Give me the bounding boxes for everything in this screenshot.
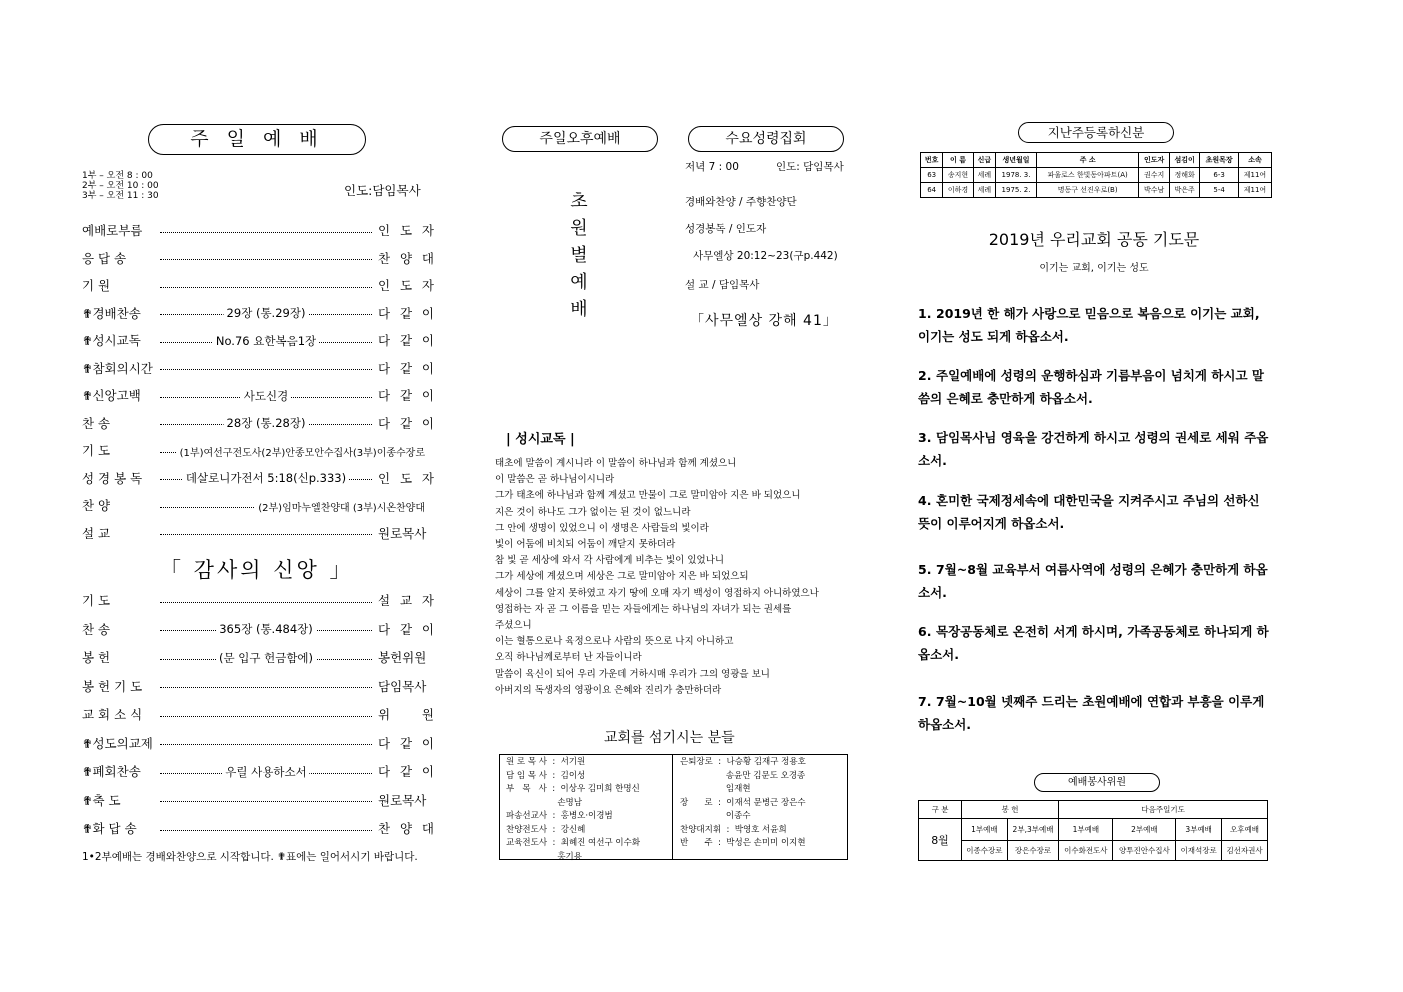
dot-leader [160,232,372,233]
dot-leader [160,650,372,665]
table-cell: 명동구 선진우로(B) [1036,183,1138,198]
svc-subheader: 오후예배 [1222,819,1268,841]
order-item-label: 찬 송 [82,621,111,637]
sermon-title: 「 감사의 신앙 」 [160,558,354,582]
prayer-item [918,690,1270,736]
servant-line: 손명남 [506,797,582,808]
table-cell: 5-4 [1200,183,1239,198]
order-item [82,590,434,610]
order-item-person: 다 같 이 [378,621,434,637]
svc-subheader: 1부예배 [1059,819,1113,841]
prayer-number: 2. [918,368,932,383]
order-item [82,220,434,240]
reading-line: 아버지의 독생자의 영광이요 은혜와 진리가 충만하더라 [495,684,722,696]
new-members-table [920,152,1272,198]
order-item-label: 찬 양 [82,498,111,513]
table-header-cell: 이 름 [943,153,973,168]
new-members-title: 지난주등록하신분 [1018,122,1174,143]
prayer-text: 2019년 한 해가 사랑으로 믿음으로 복음으로 이기는 교회, 이기는 성도 되게 하옵소서. [918,306,1260,344]
prayer-number: 4. [918,493,932,508]
servant-line: 반 주 : 박성은 손미미 이지현 [680,838,806,848]
table-header-cell: 생년월일 [996,153,1037,168]
order-item-label: ✟성시교독 [82,333,141,348]
worship-footer-note: 1•2부예배는 경배와찬양으로 시작합니다. ✟표에는 일어서시기 바랍니다. [82,851,418,863]
servant-line: 송윤만 김문도 오경종 [680,770,806,781]
svc-value: 이종수장로 [962,841,1008,861]
order-item-person: 다 같 이 [378,360,434,376]
worship-leader: 인도:담임목사 [344,183,421,198]
order-item [82,385,434,405]
svc-month: 8월 [919,819,962,861]
table-cell: 제11여 [1238,168,1271,183]
order-item [82,358,434,378]
order-item-detail: 28장 (통.28장) [224,415,309,431]
order-item [82,790,434,810]
svc-header: 봉 헌 [962,801,1059,819]
table-cell: 파울로스 한빛동아파트(A) [1036,168,1138,183]
reading-line: 말씀이 육신이 되어 우리 가운데 거하시매 우리가 그의 영광을 보니 [495,668,770,680]
wednesday-line: 경배와찬양 / 주향찬양단 [685,196,797,208]
order-item [82,495,434,515]
reading-line: 세상이 그를 알지 못하였고 자기 땅에 오매 자기 백성이 영접하지 아니하였으나 [495,587,819,599]
reading-line: 그 안에 생명이 있었으니 이 생명은 사람들의 빛이라 [495,522,709,534]
time-3: 3부 – 오전 11 : 30 [82,191,159,201]
servant-line: 찬양전도사 : 강신혜 [506,824,586,835]
order-item-label: ✟경배찬송 [82,305,141,321]
reading-line: 이는 혈통으로나 육정으로나 사람의 뜻으로 나지 아니하고 [495,636,734,648]
prayer-text: 7월~8월 교육부서 여름사역에 성령의 은혜가 충만하게 하옵소서. [918,562,1268,600]
order-item [82,619,434,639]
dot-leader [160,502,425,514]
vertical-char: 배 [570,299,588,320]
order-item [82,303,434,323]
dot-leader [160,369,372,370]
worship-times [82,171,159,201]
order-item-person: 인 도 자 [378,470,434,486]
vertical-char: 별 [570,245,588,266]
table-header-cell: 섬김이 [1169,153,1199,168]
order-item [82,440,434,460]
dot-leader [160,744,372,745]
order-item-person: 원로목사 [378,792,427,808]
prayer-subtitle: 이기는 교회, 이기는 성도 [1039,263,1149,274]
order-item-label: ✟신앙고백 [82,388,141,403]
table-row [921,183,1272,198]
servant-line: 부 목 사 : 이상우 김미희 한명신 [506,784,640,794]
table-cell: 박은주 [1169,183,1199,198]
dot-leader [160,534,372,535]
order-item-label: 설 교 [82,525,111,541]
table-header-cell: 초원목장 [1200,153,1239,168]
sunday-worship-title: 주 일 예 배 [148,124,366,155]
svc-subheader: 3부예배 [1176,819,1222,841]
order-item-label: 봉 헌 기 도 [82,678,143,694]
reading-line: 그가 세상에 계셨으며 세상은 그로 말미암아 지은 바 되었으되 [495,571,749,583]
table-header-row [921,153,1272,168]
svc-value: 김선자권사 [1222,841,1268,861]
table-cell: 1978. 3. [996,168,1037,183]
dot-leader [160,830,372,831]
order-item-label: 예배로부름 [82,223,143,238]
order-item [82,413,434,433]
order-item-detail: 데살로니가전서 5:18(신p.333) [183,470,349,486]
table-cell: 6-3 [1200,168,1239,183]
prayer-text: 주일예배에 성령의 운행하심과 기름부음이 넘치게 하시고 말씀의 은혜로 충만하게 하옵소서. [918,368,1264,406]
order-item-detail: 사도신경 [241,388,291,404]
order-item-person: 찬 양 대 [378,821,434,836]
table-cell: 제11여 [1238,183,1271,198]
order-item-detail: No.76 요한복음1장 [213,333,319,349]
prayer-text: 목장공동체로 온전히 서게 하시며, 가족공동체로 하나되게 하옵소서. [918,624,1269,662]
reading-line: 참 빛 곧 세상에 와서 각 사람에게 비추는 빛이 있었나니 [495,555,725,567]
reading-line: 빛이 어둠에 비치되 어둠이 깨닫지 못하더라 [495,539,676,550]
servant-line: 원 로 목 사 : 서기원 [506,757,586,767]
table-cell: 64 [921,183,943,198]
order-item-person: 위 원 [378,707,434,722]
wednesday-service-title: 수요성령집회 [688,126,844,152]
reading-line: 오직 하나님께로부터 난 자들이니라 [495,652,642,664]
reading-line: 영접하는 자 곧 그 이름을 믿는 자들에게는 하나님의 자녀가 되는 권세를 [495,603,792,615]
prayer-number: 1. [918,306,932,321]
order-item-person: 설 교 자 [378,593,434,608]
prayer-number: 5. [918,562,932,577]
order-item [82,248,434,268]
dot-leader [160,764,372,779]
order-item [82,275,434,295]
table-cell: 세례 [973,168,995,183]
dot-leader [160,622,372,637]
svc-subheader: 1부예배 [962,819,1008,841]
dot-leader [160,306,372,321]
order-item-label: ✟폐회찬송 [82,764,141,779]
order-item-person: 봉헌위원 [378,650,427,665]
servants-title: 교회를 섬기시는 분들 [604,730,735,746]
table-cell: 정해화 [1169,168,1199,183]
prayer-item [918,302,1270,348]
prayer-item [918,489,1270,535]
svc-value: 장은수장로 [1007,841,1058,861]
order-item-person: 다 같 이 [378,764,434,779]
dot-leader [160,388,372,403]
servants-right [680,756,806,851]
servant-line: 이종수 [680,811,751,821]
dot-leader [160,259,372,260]
order-item-label: 성 경 봉 독 [82,470,143,486]
table-cell: 이하경 [943,183,973,198]
dot-leader [160,471,372,486]
order-item [82,468,434,488]
dot-leader [160,716,372,717]
order-item-label: 기 원 [82,278,111,293]
order-item [82,733,434,753]
order-item-person: 담임목사 [378,678,427,694]
dot-leader [160,287,372,288]
wednesday-line: 설 교 / 담임목사 [685,279,760,291]
servant-line: 은퇴장로 : 나승황 김재구 정용호 [680,757,806,767]
vertical-title [568,188,590,323]
wednesday-leader: 인도: 담임목사 [776,161,844,173]
svc-header: 구 분 [919,801,962,819]
dot-leader [160,416,372,431]
dot-leader [160,687,372,688]
table-row [921,168,1272,183]
order-item-detail: (2부)임마누엘찬양대 (3부)시온찬양대 [255,498,428,513]
order-item-detail: (문 입구 헌금함에) [216,650,316,666]
table-header-cell: 인도자 [1139,153,1169,168]
order-item [82,818,434,838]
svc-value: 이재석장로 [1176,841,1222,861]
table-cell: 송지현 [943,168,973,183]
prayer-text: 혼미한 국제정세속에 대한민국을 지켜주시고 주님의 선하신 뜻이 이루어지게 하옵소서. [918,493,1260,531]
servant-line: 홍기용 [506,851,582,862]
order-item [82,704,434,724]
order-item [82,523,434,543]
vertical-char: 예 [570,272,588,293]
order-item-detail: (1부)여선구전도사(2부)안종모안수집사(3부)이종수장로 [177,443,428,458]
svc-value: 양투진안수집사 [1113,841,1176,861]
servants-box [499,754,848,860]
servant-line: 파송선교사 : 홍병오·이경범 [506,811,613,821]
order-item-person: 다 같 이 [378,388,434,403]
prayer-number: 3. [918,430,932,445]
order-item [82,676,434,696]
table-header-cell: 주 소 [1036,153,1138,168]
prayer-item [918,364,1270,410]
servant-line: 임재현 [680,784,751,794]
reading-line: 태초에 말씀이 계시니라 이 말씀이 하나님과 함께 계셨으니 [495,458,737,469]
table-header-cell: 소속 [1238,153,1271,168]
wednesday-time: 저녁 7 : 00 [685,161,739,173]
order-item-label: 기 도 [82,443,111,458]
order-item-label: ✟성도의교제 [82,735,153,751]
svc-value: 이수화전도사 [1059,841,1113,861]
order-item-label: ✟축 도 [82,792,121,808]
responsive-reading-title: | 성시교독 | [506,432,575,447]
dot-leader [160,801,372,802]
order-item [82,330,434,350]
afternoon-worship-title: 주일오후예배 [502,126,658,152]
order-item [82,761,434,781]
order-item-label: 응 답 송 [82,250,127,266]
order-item-detail: 365장 (통.484장) [216,621,316,637]
servant-line: 교육전도사 : 최혜진 여선구 이수화 [506,838,641,848]
servant-line: 찬양대지휘 : 박영호 서윤희 [680,824,787,835]
order-item-label: 봉 헌 [82,650,111,665]
servants-left [506,756,640,864]
order-item-detail: 29장 (통.29장) [224,305,309,321]
table-cell: 1975. 2. [996,183,1037,198]
order-item-person: 다 같 이 [378,735,434,751]
servant-line: 담 임 목 사 : 김이성 [506,770,586,781]
service-committee-title: 예배봉사위원 [1034,773,1160,792]
dot-leader [160,602,372,603]
order-item-detail: 우릴 사용하소서 [222,764,309,780]
vertical-char: 초 [570,191,588,212]
order-item-label: ✟참회의시간 [82,360,153,376]
prayer-item [918,426,1270,472]
table-cell: 63 [921,168,943,183]
order-item-person: 다 같 이 [378,415,434,431]
order-item-label: ✟화 답 송 [82,821,137,836]
prayer-text: 7월~10월 넷째주 드리는 초원예배에 연합과 부흥을 이루게 하옵소서. [918,694,1265,732]
reading-line: 지은 것이 하나도 그가 없이는 된 것이 없느니라 [495,506,691,518]
time-1: 1부 – 오전 8 : 00 [82,171,153,181]
order-item-person: 찬 양 대 [378,250,434,266]
prayer-text: 담임목사님 영육을 강건하게 하시고 성령의 권세로 세워 주옵소서. [918,430,1269,468]
prayer-title: 2019년 우리교회 공동 기도문 [988,230,1200,249]
reading-line: 이 말씀은 곧 하나님이시니라 [495,474,615,486]
order-item-label: 찬 송 [82,415,111,431]
prayer-number: 6. [918,624,932,639]
order-item [82,647,434,667]
order-item-label: 교 회 소 식 [82,707,143,722]
reading-line: 그가 태초에 하나님과 함께 계셨고 만물이 그로 말미암아 지은 바 되었으니 [495,490,801,502]
dot-leader [160,447,425,459]
service-committee-table [918,800,1268,861]
order-item-person: 다 같 이 [378,305,434,321]
vertical-char: 원 [570,218,588,239]
order-item-person: 다 같 이 [378,333,434,348]
prayer-number: 7. [918,694,932,709]
order-item-label: 기 도 [82,593,111,608]
table-cell: 권수지 [1139,168,1169,183]
svc-subheader: 2부,3부예배 [1007,819,1058,841]
wednesday-line: 사무엘상 20:12~23(구p.442) [693,250,838,262]
reading-line: 주셨으니 [495,620,532,631]
svc-subheader: 2부예배 [1113,819,1176,841]
prayer-item [918,620,1270,666]
servants-divider [672,755,673,859]
order-item-person: 인 도 자 [378,278,434,293]
wednesday-line: 성경봉독 / 인도자 [685,223,767,235]
dot-leader [160,333,372,348]
wednesday-sermon: 「사무엘상 강해 41」 [690,313,838,329]
time-2: 2부 – 오전 10 : 00 [82,181,159,191]
table-cell: 세례 [973,183,995,198]
table-header-cell: 신급 [973,153,995,168]
table-cell: 박수남 [1139,183,1169,198]
order-item-person: 원로목사 [378,525,427,541]
servant-line: 장 로 : 이재석 문병근 장은수 [680,797,806,808]
prayer-item [918,558,1270,604]
order-item-person: 인 도 자 [378,223,434,238]
table-header-cell: 번호 [921,153,943,168]
svc-header: 다음주일기도 [1059,801,1268,819]
